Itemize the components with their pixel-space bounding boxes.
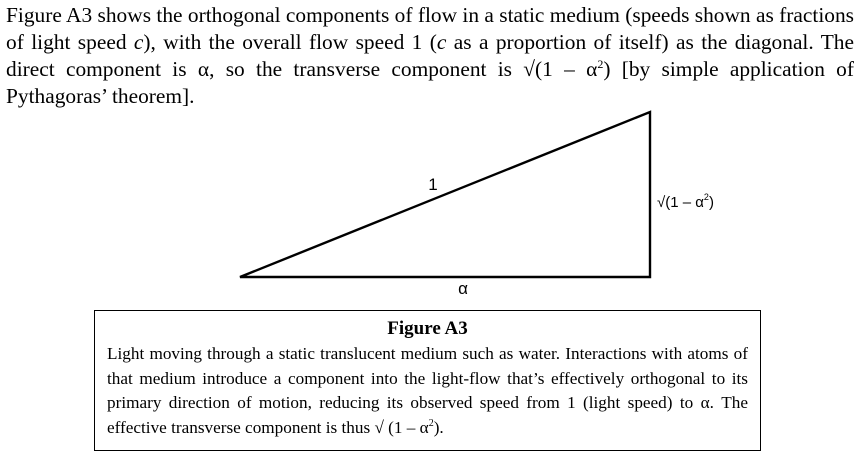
- side-label-exp: 2: [703, 192, 709, 202]
- right-triangle: [240, 112, 650, 277]
- intro-exponent: 2: [597, 57, 604, 71]
- caption-exponent: 2: [428, 417, 434, 429]
- hypotenuse-label: 1: [428, 175, 438, 194]
- side-label: [657, 192, 714, 211]
- intro-c-symbol-2: c: [436, 30, 447, 54]
- intro-text-4: ) [by simple application of Pythagoras’ theorem].: [6, 57, 854, 108]
- caption-body: [107, 342, 748, 440]
- caption-text-1: Light moving through a static translucent medium such as water. Interactions with atoms of that medium introduce a component into the light-flow that’s effectively orthogonal to its primary direction of motion, reducing its observed speed from 1 (light speed) to α. The effective transverse component is thus √ (1 – α: [107, 344, 748, 437]
- intro-c-symbol: c: [133, 30, 144, 54]
- intro-paragraph: [6, 2, 854, 110]
- figure-caption-box: [94, 310, 761, 451]
- caption-title: Figure A3: [387, 318, 468, 339]
- side-label-close: ): [708, 194, 714, 211]
- side-label-main: √(1 – α: [657, 194, 704, 211]
- base-label: α: [458, 279, 468, 298]
- intro-text-3: as a proportion of itself) as the diagonal. The direct component is α, so the transverse component is √(1 – α: [6, 30, 854, 81]
- intro-text-1: Figure A3 shows the orthogonal components of flow in a static medium (speeds shown as fractions of light speed: [6, 3, 854, 54]
- caption-text-2: ).: [433, 417, 444, 437]
- intro-text-2: ), with the overall flow speed 1 (: [143, 30, 437, 54]
